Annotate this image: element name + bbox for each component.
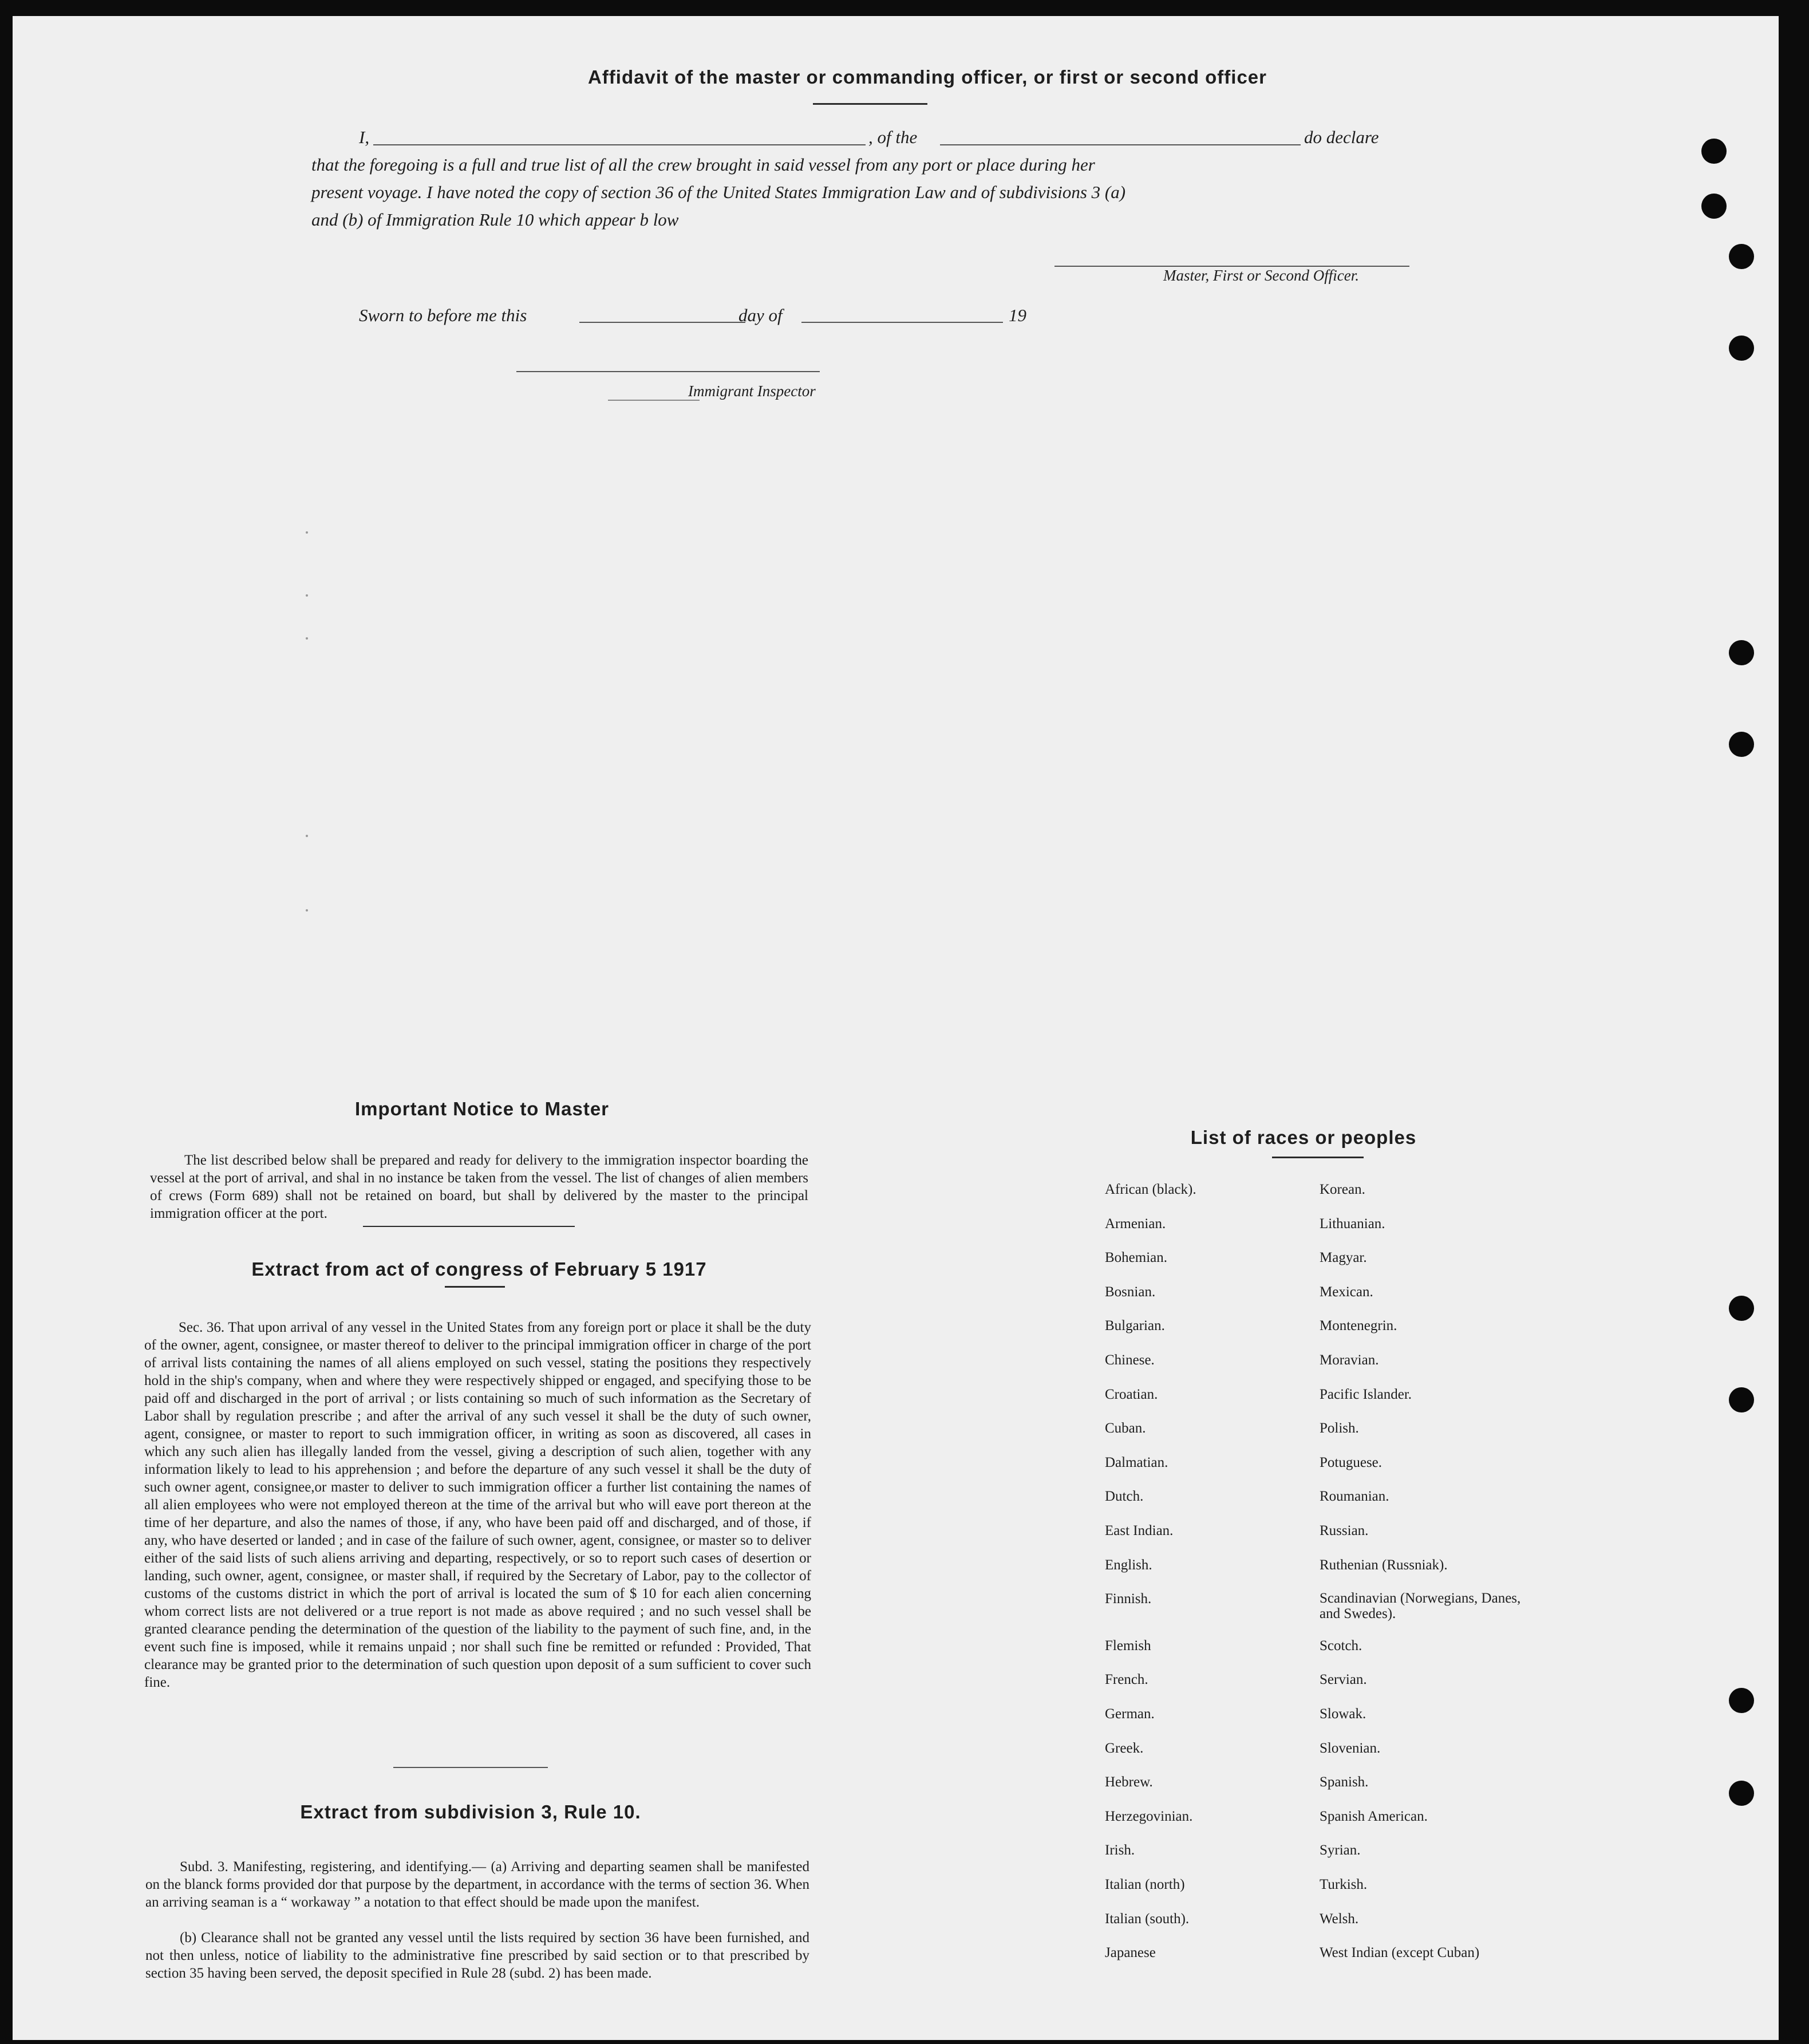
race-item: Mexican. [1320, 1284, 1373, 1300]
race-item: West Indian (except Cuban) [1320, 1945, 1480, 1961]
notice-title: Important Notice to Master [354, 1098, 610, 1119]
race-item: Italian (south). [1105, 1911, 1190, 1927]
sworn-label: Sworn to before me this [359, 305, 527, 325]
race-item: Hebrew. [1105, 1774, 1153, 1790]
notice-text: The list described below shall be prepared and ready for delivery to the immigration inspector boarding the vessel at the port of arrival, and shal in no instance be taken from the vessel. The list of changes of alien members of crews (Form 689) shall not be retained on board, but shall by delivered by the master to the principal immigration officer at the port. [150, 1153, 808, 1221]
act-extract-title: Extract from act of congress of February 5 1917 [251, 1258, 707, 1280]
affidavit-do-declare: do declare [1304, 127, 1379, 147]
punch-hole [1701, 194, 1727, 219]
race-item: Irish. [1105, 1842, 1135, 1858]
punch-hole [1729, 640, 1754, 665]
margin-dot [306, 637, 308, 640]
race-item: Greek. [1105, 1740, 1144, 1756]
rule-extract-para-2: (b) Clearance shall not be granted any vessel until the lists required by section 36 have been furnished, and not then unless, notice of liability to the administrative fine prescribed by said section or to that prescribed by section 35 having been served, the deposit specified in Rule 28 (subd. 2) has been made. [145, 1930, 809, 1981]
punch-hole [1729, 732, 1754, 757]
race-item: English. [1105, 1557, 1152, 1573]
race-item: Flemish [1105, 1637, 1151, 1654]
sworn-day-line [579, 322, 745, 323]
race-item: Bulgarian. [1105, 1318, 1165, 1334]
race-item: Servian. [1320, 1672, 1367, 1688]
race-item: Spanish American. [1320, 1808, 1428, 1824]
inspector-signature-line-1 [516, 371, 820, 372]
race-item: Bohemian. [1105, 1250, 1168, 1266]
notice-rule [363, 1226, 575, 1227]
punch-hole [1729, 1387, 1754, 1412]
punch-hole [1729, 336, 1754, 361]
race-item: Turkish. [1320, 1877, 1368, 1892]
race-item: Cuban. [1105, 1420, 1146, 1437]
inspector-signature-line-2 [608, 400, 700, 401]
race-item: Armenian. [1105, 1216, 1166, 1232]
affidavit-vessel-line [940, 144, 1301, 145]
affidavit-line-3: present voyage. I have noted the copy of section 36 of the United States Immigration Law and of subdivisions 3 (a) [311, 182, 1126, 202]
race-item: French. [1105, 1672, 1148, 1688]
master-signature-label: Master, First or Second Officer. [1163, 267, 1359, 284]
act-extract-end-rule [393, 1767, 548, 1768]
sworn-day-of-label: day of [738, 305, 783, 325]
affidavit-name-line [373, 144, 866, 145]
punch-hole [1729, 1688, 1754, 1713]
affidavit-line-4: and (b) of Immigration Rule 10 which appear b low [311, 210, 679, 230]
margin-dot [306, 531, 308, 534]
race-item: Magyar. [1320, 1250, 1367, 1266]
race-item: Dutch. [1105, 1489, 1144, 1505]
punch-hole [1729, 1296, 1754, 1321]
race-item: African (black). [1105, 1182, 1196, 1197]
race-item: Roumanian. [1320, 1489, 1389, 1505]
race-item: Polish. [1320, 1420, 1359, 1437]
race-item: Syrian. [1320, 1842, 1361, 1858]
act-extract-rule [445, 1286, 505, 1288]
margin-dot [306, 594, 308, 597]
affidavit-of-the-label: , of the [868, 127, 918, 147]
race-item: Pacific Islander. [1320, 1386, 1412, 1402]
race-item: German. [1105, 1706, 1155, 1722]
race-item: Potuguese. [1320, 1454, 1383, 1470]
race-item: Chinese. [1105, 1352, 1155, 1368]
race-item: Croatian. [1105, 1386, 1158, 1402]
race-item: Herzegovinian. [1105, 1808, 1193, 1824]
punch-hole [1701, 139, 1727, 164]
affidavit-line-2: that the foregoing is a full and true list of all the crew brought in said vessel from any port or place during her [311, 155, 1095, 175]
sworn-month-line [801, 322, 1003, 323]
races-title-rule [1272, 1157, 1364, 1158]
form-page [13, 16, 1779, 2040]
rule-extract-title: Extract from subdivision 3, Rule 10. [300, 1801, 641, 1822]
affidavit-title-rule [813, 103, 927, 105]
race-item: Montenegrin. [1320, 1318, 1397, 1334]
sworn-year-label: 19 [1009, 305, 1026, 325]
race-item: Dalmatian. [1105, 1454, 1168, 1470]
rule-extract-para-1: Subd. 3. Manifesting, registering, and identifying.— (a) Arriving and departing seamen shall be manifested on the blanck forms provided dor that purpose by the department, in accordance with the terms of section 36. When an arriving seaman is a “ workaway ” a notation to that effect should be made upon the manifest. [145, 1859, 809, 1910]
race-item: Lithuanian. [1320, 1216, 1385, 1232]
inspector-label: Immigrant Inspector [688, 382, 816, 400]
race-item: Korean. [1320, 1182, 1365, 1197]
race-item: Scotch. [1320, 1637, 1362, 1654]
punch-hole [1729, 1781, 1754, 1806]
race-item: Finnish. [1105, 1591, 1152, 1607]
affidavit-i-label: I, [359, 127, 370, 147]
race-item: Bosnian. [1105, 1284, 1156, 1300]
race-item: Italian (north) [1105, 1877, 1185, 1892]
margin-dot [306, 835, 308, 837]
race-item: Russian. [1320, 1523, 1369, 1538]
punch-hole [1729, 244, 1754, 269]
race-item: Moravian. [1320, 1352, 1379, 1368]
race-item: Slowak. [1320, 1706, 1366, 1722]
affidavit-title: Affidavit of the master or commanding officer, or first or second officer [587, 66, 1267, 88]
act-extract-text: Sec. 36. That upon arrival of any vessel in the United States from any foreign port or place it shall be the duty of the owner, agent, consignee, or master thereof to deliver to the principal immigration officer in charge of the port of arrival lists containing the names of all aliens employed on such vessel, stating the positions they respectively hold in the ship's company, when and where they were respectively shipped or engaged, and specifying those to be paid off and discharged in the port of arrival ; or lists containing so much of such information as the Secretary of Labor shall by regulation prescribe ; and after the arrival of any such vessel it shall be the duty of such owner, agent, consignee, or master to report to such immigration officer, in writing as soon as discovered, all cases in which any such alien has illegally landed from the vessel, giving a description of such alien, together with any information likely to lead to his apprehension ; and before the departure of any such vessel it shall be the duty of such owner agent, consignee,or master to deliver to such immigration officer a further list containing the names of all alien employees who were not employed thereon at the time of the arrival but who will eave port thereon at the time of her departure, and also the names of those, if any, who have been paid off and discharged, and of those, if any, who have deserted or landed ; and in case of the failure of such owner, agent, consignee, or master so to deliver either of the said lists of such aliens arriving and departing, respectively, or so to report such cases of desertion or landing, such owner, agent, consignee, or master shall, if required by the Secretary of Labor, pay to the collector of customs of the customs district in which the port of arrival is located the sum of $ 10 for each alien concerning whom correct lists are not delivered or a true report is not made as above required ; and no such vessel shall be granted clearance pending the determination of the question of the liability to the payment of such fine, and, in the event such fine is imposed, while it remains unpaid ; nor shall such fine be remitted or refunded : Provided, That clearance may be granted prior to the determination of such question upon deposit of a sum sufficient to cover such fine. [144, 1320, 811, 1690]
race-item: Ruthenian (Russniak). [1320, 1557, 1448, 1573]
race-item: Scandinavian (Norwegians, Danes, and Swedes). [1320, 1591, 1521, 1622]
margin-dot [306, 909, 308, 911]
race-item: Slovenian. [1320, 1740, 1381, 1756]
race-item: Welsh. [1320, 1911, 1359, 1927]
race-item: Japanese [1105, 1945, 1156, 1961]
race-item: East Indian. [1105, 1523, 1174, 1538]
races-title: List of races or peoples [1190, 1127, 1417, 1148]
race-item: Spanish. [1320, 1774, 1369, 1790]
